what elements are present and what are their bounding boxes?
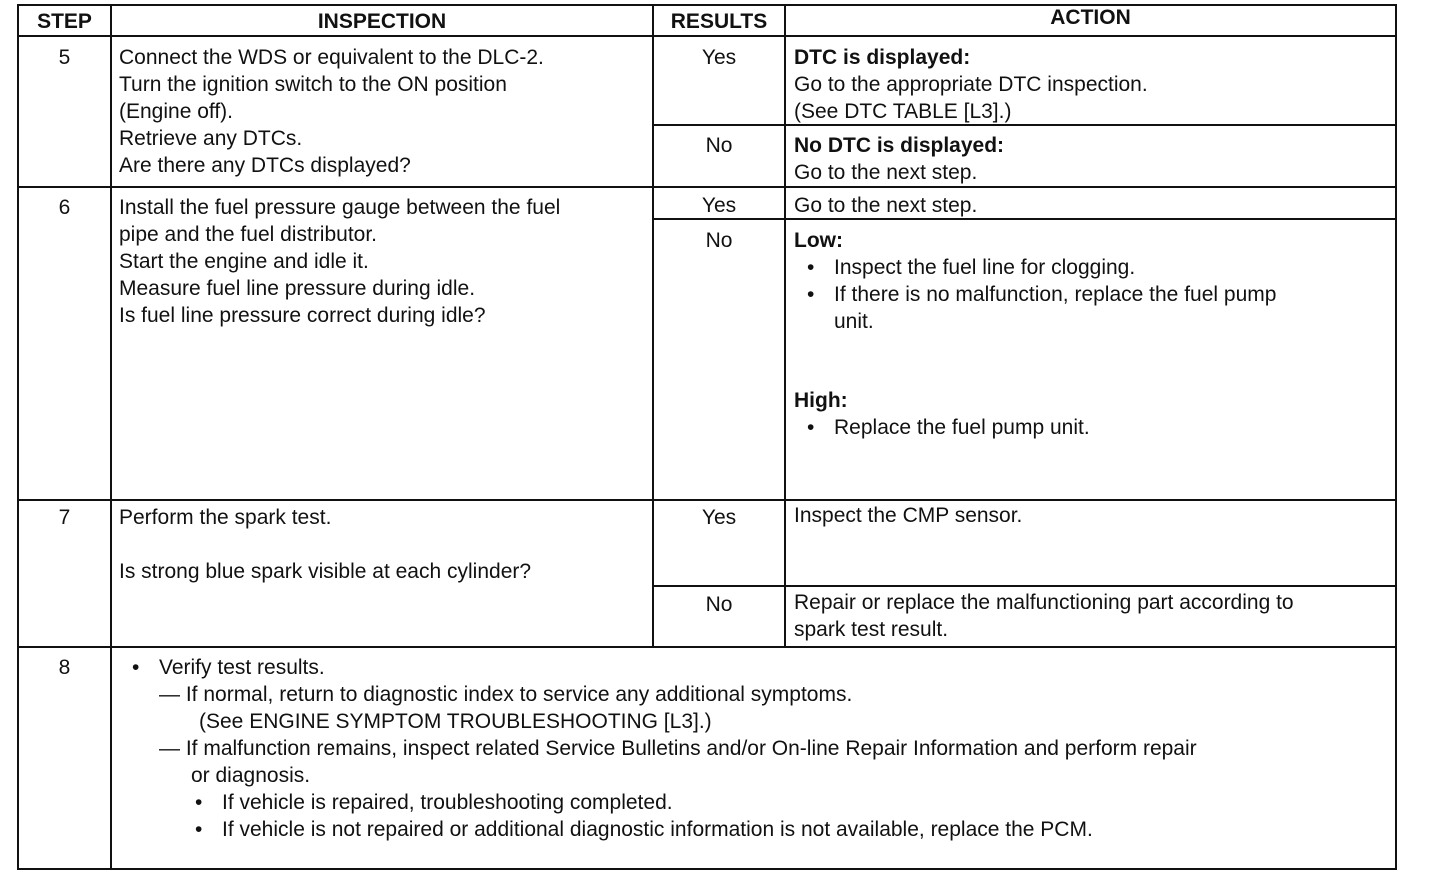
step-number: 8 xyxy=(58,656,71,679)
bullet-item: • If vehicle is repaired, troubleshooting completed. xyxy=(222,789,1197,816)
action-text xyxy=(794,227,1276,335)
action-title: No DTC is displayed: xyxy=(794,134,1005,157)
text-line: (Engine off). xyxy=(119,100,234,123)
result-no: No xyxy=(705,229,733,252)
bullet-item-cont: unit. xyxy=(834,310,874,333)
inspection-text xyxy=(119,44,544,179)
action-text xyxy=(794,387,1090,441)
header-inspection: INSPECTION xyxy=(317,10,447,33)
bullet-item: • Replace the fuel pump unit. xyxy=(834,414,1090,441)
header-rule xyxy=(19,35,1395,37)
action-text: Inspect the CMP sensor. xyxy=(794,504,1023,527)
result-yes: Yes xyxy=(701,506,737,529)
result-yes: Yes xyxy=(701,194,737,217)
inspection-text: Perform the spark test. xyxy=(119,506,332,529)
header-results: RESULTS xyxy=(670,10,768,33)
text-line: Measure fuel line pressure during idle. xyxy=(119,277,476,300)
row6-rule xyxy=(19,499,1395,501)
text-line: Retrieve any DTCs. xyxy=(119,127,303,150)
text-line: Connect the WDS or equivalent to the DLC-2. xyxy=(119,46,544,69)
step-number: 7 xyxy=(58,506,71,529)
step-number: 6 xyxy=(58,196,71,219)
inspection-text: Is strong blue spark visible at each cylinder? xyxy=(119,560,532,583)
inspection-text xyxy=(159,654,1197,843)
inspection-text xyxy=(119,194,560,329)
result-yes: Yes xyxy=(701,46,737,69)
result-no: No xyxy=(705,134,733,157)
bullet-item: • If vehicle is not repaired or additional diagnostic information is not available, replace the PCM. xyxy=(222,816,1197,843)
action-title: Low: xyxy=(794,229,843,252)
inspection-col-rule xyxy=(652,6,654,646)
action-text xyxy=(794,44,1148,125)
diagnostic-table xyxy=(17,4,1397,870)
action-text xyxy=(794,589,1294,643)
step-number: 5 xyxy=(58,46,71,69)
step-col-rule xyxy=(110,6,112,868)
text-line: or diagnosis. xyxy=(191,764,311,787)
text-line: (See ENGINE SYMPTOM TROUBLESHOOTING [L3].) xyxy=(199,710,712,733)
header-step: STEP xyxy=(37,10,92,33)
bullet-item: • Verify test results. xyxy=(159,654,1197,681)
text-line: spark test result. xyxy=(794,618,949,641)
text-line: Go to the appropriate DTC inspection. xyxy=(794,73,1148,96)
text-line: Go to the next step. xyxy=(794,161,978,184)
action-title: DTC is displayed: xyxy=(794,46,971,69)
bullet-item: • Inspect the fuel line for clogging. xyxy=(834,254,1276,281)
header-action: ACTION xyxy=(1050,6,1131,29)
text-line: Are there any DTCs displayed? xyxy=(119,154,411,177)
row7-split-rule xyxy=(654,585,1395,587)
results-col-rule xyxy=(784,6,786,646)
text-line: — If normal, return to diagnostic index to service any additional symptoms. xyxy=(159,683,853,706)
result-no: No xyxy=(705,593,733,616)
text-line: Start the engine and idle it. xyxy=(119,250,369,273)
text-line: (See DTC TABLE [L3].) xyxy=(794,100,1012,123)
text-line: pipe and the fuel distributor. xyxy=(119,223,378,246)
text-line: Turn the ignition switch to the ON position xyxy=(119,73,507,96)
row7-rule xyxy=(19,646,1395,648)
action-title: High: xyxy=(794,389,848,412)
text-line: — If malfunction remains, inspect related Service Bulletins and/or On-line Repair Information and perform repair xyxy=(159,737,1197,760)
action-text xyxy=(794,132,1004,186)
text-line: Is fuel line pressure correct during idle? xyxy=(119,304,486,327)
text-line: Repair or replace the malfunctioning part according to xyxy=(794,591,1294,614)
text-line: Install the fuel pressure gauge between the fuel xyxy=(119,196,561,219)
action-text: Go to the next step. xyxy=(794,194,978,217)
row5-rule xyxy=(19,186,1395,188)
bullet-item: • If there is no malfunction, replace the fuel pump xyxy=(834,281,1276,308)
